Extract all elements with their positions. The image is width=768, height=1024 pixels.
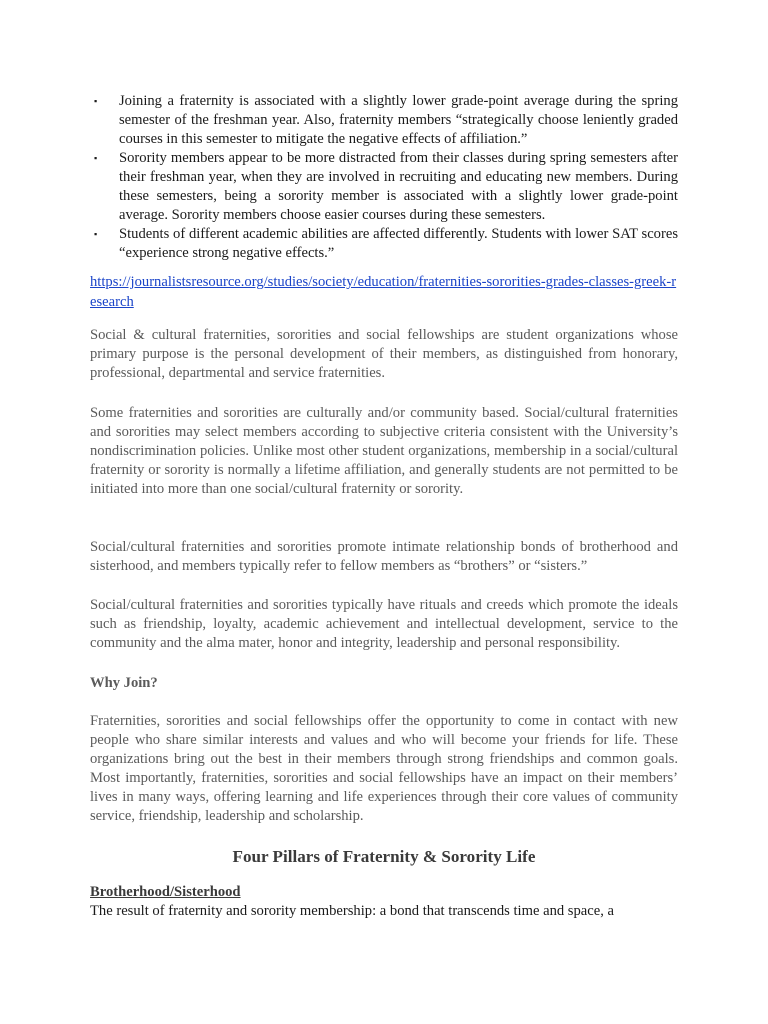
bullet-icon: ▪ bbox=[94, 96, 98, 106]
list-item bbox=[94, 92, 678, 149]
four-pillars-heading: Four Pillars of Fraternity & Sorority Life bbox=[232, 847, 536, 866]
list-item bbox=[94, 225, 678, 263]
list-item bbox=[94, 149, 678, 225]
paragraph-membership: Some fraternities and sororities are culturally and/or community based. Social/cultural fraternities and sororities may select members according to subjective criteria consistent with the University’s nondiscrimination policies. Unlike most other student organizations, membership in a social/cultural fraternity or sorority is normally a lifetime affiliation, and generally students are not permitted to be initiated into more than one social/cultural fraternity or sorority. bbox=[90, 405, 678, 497]
bullet-text: Sorority members appear to be more distracted from their classes during spring semesters after their freshman year, when they are involved in recruiting and educating new members. During these semesters, being a sorority member is associated with a slightly lower grade-point average. Sorority members choose easier courses during these semesters. bbox=[119, 150, 678, 223]
source-link[interactable]: https://journalistsresource.org/studies/society/education/fraternities-sororities-grades-classes-greek-research bbox=[90, 274, 677, 310]
bullet-list bbox=[94, 92, 678, 263]
why-join-heading: Why Join? bbox=[90, 675, 158, 691]
bullet-text: Students of different academic abilities are affected differently. Students with lower SAT scores “experience strong negative effects.” bbox=[119, 226, 678, 261]
bullet-text: Joining a fraternity is associated with a slightly lower grade-point average during the spring semester of the freshman year. Also, fraternity members “strategically choose leniently graded courses in this semester to mitigate the negative effects of affiliation.” bbox=[119, 93, 678, 147]
bullet-icon: ▪ bbox=[94, 153, 98, 163]
paragraph-rituals: Social/cultural fraternities and sororities typically have rituals and creeds which promote the ideals such as friendship, loyalty, academic achievement and intellectual development, service to the community and the alma mater, honor and integrity, leadership and personal responsibility. bbox=[90, 597, 678, 651]
bullet-icon: ▪ bbox=[94, 229, 98, 239]
paragraph-bonds: Social/cultural fraternities and sororities promote intimate relationship bonds of brotherhood and sisterhood, and members typically refer to fellow members as “brothers” or “sisters.” bbox=[90, 539, 678, 574]
paragraph-brotherhood: The result of fraternity and sorority membership: a bond that transcends time and space, a bbox=[90, 903, 614, 919]
paragraph-why-join: Fraternities, sororities and social fellowships offer the opportunity to come in contact with new people who share similar interests and values and who will become your friends for life. These organizations bring out the best in their members through strong friendships and common goals. Most importantly, fraternities, sororities and social fellowships have an impact on their members’ lives in many ways, offering learning and life experiences through their core values of community service, friendship, leadership and scholarship. bbox=[90, 713, 678, 824]
brotherhood-heading: Brotherhood/Sisterhood bbox=[90, 884, 241, 900]
paragraph-definition: Social & cultural fraternities, sororities and social fellowships are student organizations whose primary purpose is the personal development of their members, as distinguished from honorary, professional, departmental and service fraternities. bbox=[90, 327, 678, 381]
